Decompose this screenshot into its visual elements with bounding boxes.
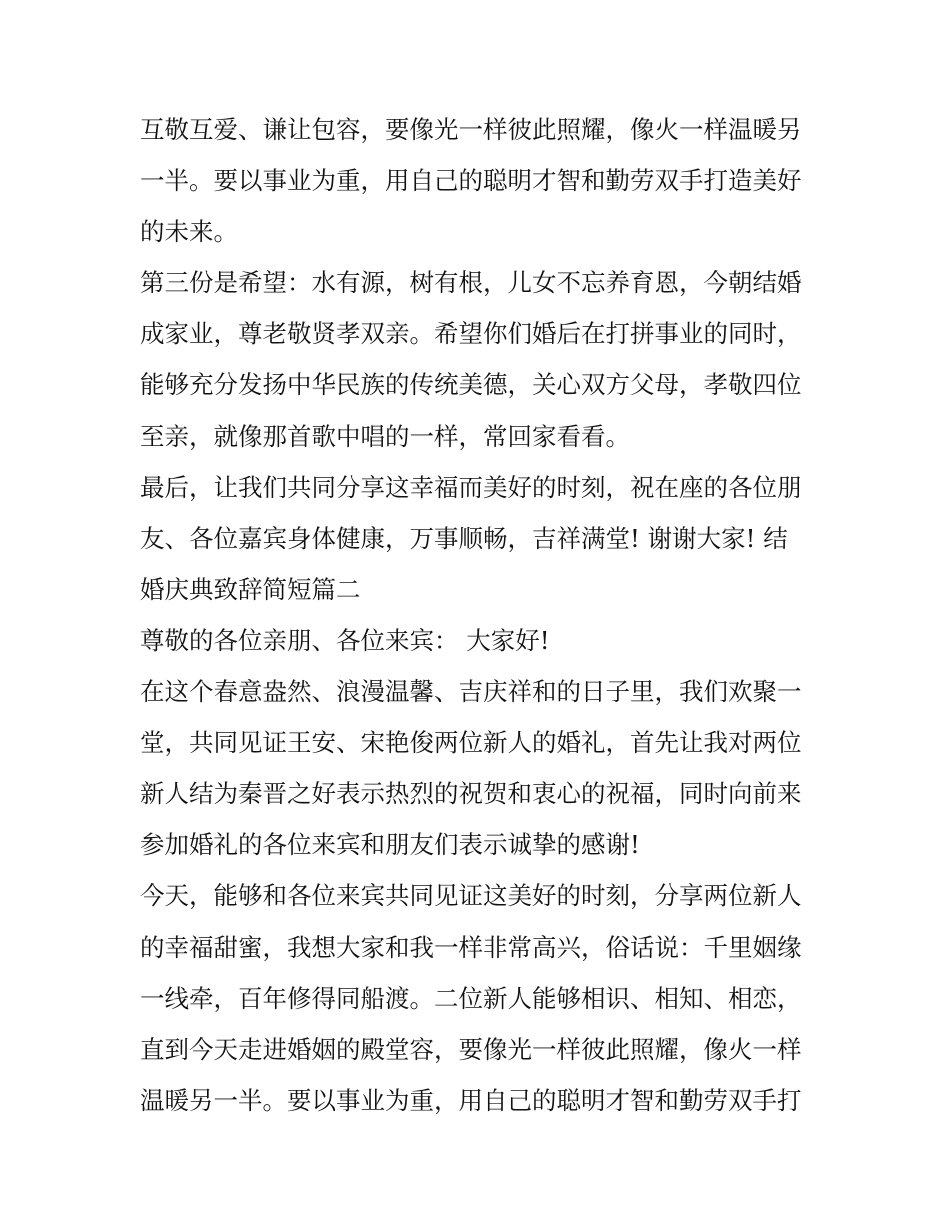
text-line: 第三份是希望：水有源，树有根，儿女不忘养育恩，今朝结婚 xyxy=(140,268,802,298)
text-line: 的幸福甜蜜，我想大家和我一样非常高兴，俗话说：千里姻缘 xyxy=(140,932,802,962)
text-line: 在这个春意盎然、浪漫温馨、吉庆祥和的日子里，我们欢聚一 xyxy=(140,677,802,707)
text-line: 能够充分发扬中华民族的传统美德，关心双方父母，孝敬四位 xyxy=(140,370,802,400)
text-line: 至亲，就像那首歌中唱的一样，常回家看看。 xyxy=(140,421,630,451)
text-line: 堂，共同见证王安、宋艳俊两位新人的婚礼，首先让我对两位 xyxy=(140,728,802,758)
greeting-line: 尊敬的各位亲朋、各位来宾： 大家好! xyxy=(140,625,550,655)
text-line: 友、各位嘉宾身体健康，万事顺畅，吉祥满堂! 谢谢大家! 结 xyxy=(140,523,788,553)
text-line: 今天，能够和各位来宾共同见证这美好的时刻，分享两位新人 xyxy=(140,881,802,911)
text-line: 的未来。 xyxy=(140,217,238,247)
text-line: 互敬互爱、谦让包容，要像光一样彼此照耀，像火一样温暖另 xyxy=(140,115,802,144)
section-heading: 婚庆典致辞简短篇二 xyxy=(140,574,361,604)
text-line: 一线牵，百年修得同船渡。二位新人能够相识、相知、相恋， xyxy=(140,983,802,1013)
text-line: 一半。要以事业为重，用自己的聪明才智和勤劳双手打造美好 xyxy=(140,166,802,196)
text-line: 直到今天走进婚姻的殿堂容，要像光一样彼此照耀，像火一样 xyxy=(140,1034,802,1064)
text-line: 最后，让我们共同分享这幸福而美好的时刻，祝在座的各位朋 xyxy=(140,472,802,502)
text-line: 参加婚礼的各位来宾和朋友们表示诚挚的感谢! xyxy=(140,830,640,860)
text-line: 温暖另一半。要以事业为重，用自己的聪明才智和勤劳双手打 xyxy=(140,1085,802,1115)
text-line: 新人结为秦晋之好表示热烈的祝贺和衷心的祝福，同时向前来 xyxy=(140,779,802,809)
text-line: 成家业，尊老敬贤孝双亲。希望你们婚后在打拼事业的同时， xyxy=(140,319,802,349)
document-body xyxy=(140,104,820,1126)
